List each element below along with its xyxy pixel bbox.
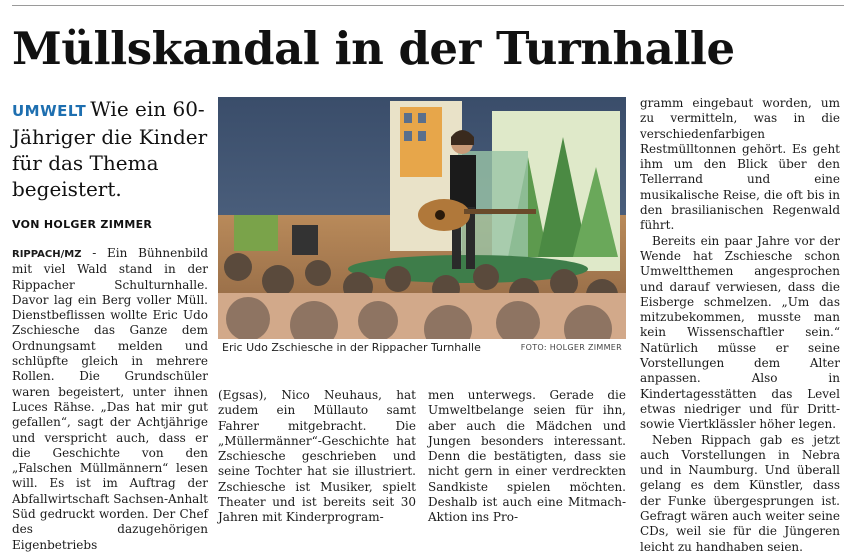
dek [12, 96, 208, 202]
column-1 [12, 246, 208, 553]
byline: VON HOLGER ZIMMER [12, 218, 153, 231]
photo-credit: FOTO: HOLGER ZIMMER [520, 343, 622, 352]
lead-paragraph [12, 246, 208, 553]
lead-text: - Ein Bühnenbild mit viel Wald stand in der Rippacher Schulturnhalle. Davor lag ein Berg voller Müll. Dienstbeflissen wollte Eric Udo Zschiesche das Ganze dem Ordnungsamt melden und schlüpfte gleich in mehrere Rollen. Die Grundschüler waren begeistert, unter ihnen Luces Rähse. „Das hat mir gut gefallen“, sagt der Achtjährige und verspricht auch, dass er die Geschichte von den „Falschen Müllmännern“ lesen will. Es ist im Auftrag der Abfallwirtschaft Sachsen-Anhalt Süd gedruckt worden. Der Chef des dazugehörigen Eigenbetriebs [12, 246, 208, 552]
column-4 [640, 96, 840, 555]
photo-caption-bar [218, 341, 626, 357]
dek-text: Wie ein 60-Jähriger die Kinder für das Thema begeistert. [12, 97, 208, 201]
top-rule [12, 5, 844, 6]
photo-caption: Eric Udo Zschiesche in der Rippacher Turnhalle [222, 341, 481, 354]
dateline: RIPPACH/MZ [12, 249, 82, 260]
col4-paragraph-3: Neben Rippach gab es jetzt auch Vorstellungen in Nebra und in Naumburg. Und überall gelang es dem Künstler, dass der Funke übergesprungen ist. Gefragt wären auch weiter seine CDs, weil sie für die Jüngeren leicht zu handhaben seien. [640, 432, 840, 554]
kicker-umwelt: UMWELT [12, 102, 87, 120]
column-2 [218, 388, 416, 526]
article-photo [218, 97, 626, 339]
headline: Müllskandal in der Turnhalle [12, 22, 735, 75]
photo-illustration [218, 97, 626, 339]
col4-paragraph-1: gramm eingebaut worden, um zu vermitteln, was in die verschiedenfarbigen Restmülltonnen gehört. Es geht ihm um den Blick über den Tellerrand und eine musikalische Reise, die oft bis in den brasilianischen Regenwald führt. [640, 96, 840, 233]
column-3 [428, 388, 626, 526]
col2-text: (Egsas), Nico Neuhaus, hat zudem ein Müllauto samt Fahrer mitgebracht. Die „Müllermänner“-Geschichte hat Zschiesche geschrieben und seine Tochter hat sie illustriert. Zschiesche ist Musiker, spielt Theater und ist bereits seit 30 Jahren mit Kinderprogram- [218, 388, 416, 525]
col4-paragraph-2: Bereits ein paar Jahre vor der Wende hat Zschiesche schon Umweltthemen angesprochen und darauf verwiesen, dass die Eisberge schmelzen. „Um das mitzubekommen, musste man kein Wissenschaftler sein.“ Natürlich müsse er seine Vorstellungen dem Alter anpassen. Also in Kindertagesstätten das Level etwas niedriger und für Dritt- sowie Viertklässler höher legen. [640, 233, 840, 432]
col3-text: men unterwegs. Gerade die Umweltbelange seien für ihn, aber auch die Mädchen und Jungen besonders interessant. Denn die bestätigten, dass sie nicht gern in einer verdreckten Sandkiste spielen möchten. Deshalb ist auch eine Mitmach-Aktion ins Pro- [428, 388, 626, 525]
